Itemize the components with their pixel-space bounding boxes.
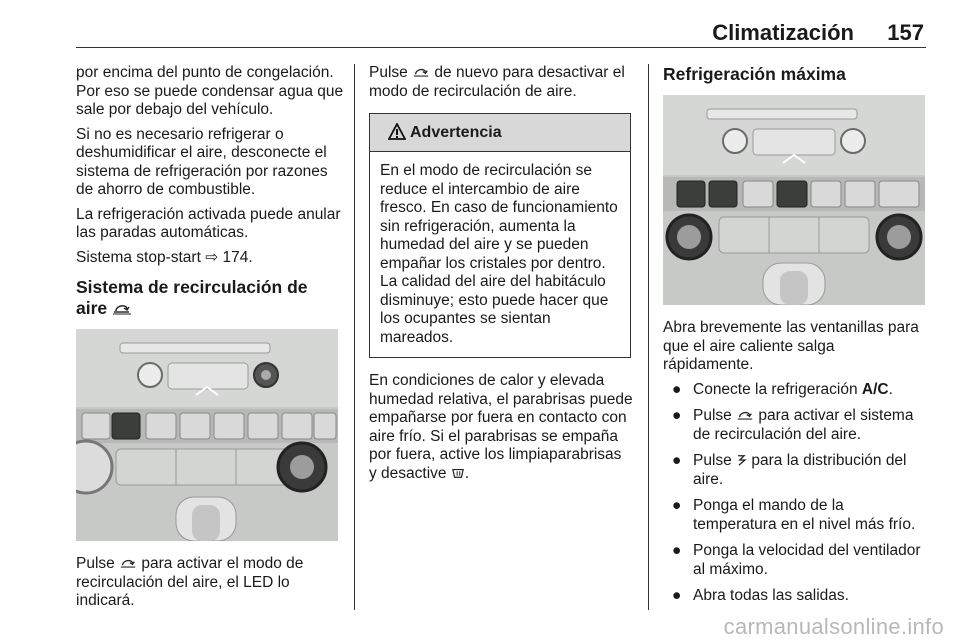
paragraph: por encima del punto de congelación. Por eso se puede condensar agua que sale por debajo del vehículo. [76, 64, 344, 118]
bullet-icon: ● [672, 542, 682, 559]
column-divider [354, 64, 355, 610]
watermark: carmanualsonline.info [723, 614, 944, 639]
recirculation-icon [412, 66, 430, 78]
paragraph: Abra brevemente las ventanillas para que el aire caliente salga rápidamente. [663, 319, 919, 373]
column-1 [76, 64, 346, 617]
reference-page-link[interactable]: 174. [222, 248, 253, 266]
page-header [76, 18, 926, 48]
bullet-icon: ● [672, 452, 682, 469]
section-heading: Sistema de recirculación de aire [76, 277, 308, 318]
warning-box [369, 113, 631, 358]
reference-arrow-icon: ⇨ [205, 248, 219, 266]
chapter-title: Climatización [712, 20, 854, 45]
climate-panel-illustration [76, 329, 338, 541]
list-item: ● Conecte la refrigeración A/C. [672, 380, 893, 398]
recirculation-icon [119, 557, 137, 569]
climate-panel-drawing [663, 95, 925, 305]
warning-body: En el modo de recirculación se reduce el intercambio de aire fresco. En caso de funcionamiento sin refrigeración, aumenta la humedad del aire y se pueden empañar los cristales por dentro. La calidad del aire del habitáculo disminuye; esto puede hacer que los ocupantes se sientan mareados. [380, 162, 618, 346]
column-3 [663, 64, 928, 614]
list-item: ● Abra todas las salidas. [672, 587, 849, 604]
paragraph: Si no es necesario refrigerar o deshumidificar el aire, desconecte el sistema de refrigeración por razones de ahorro de combustible. [76, 125, 328, 198]
bullet-icon: ● [672, 587, 682, 604]
paragraph [76, 249, 346, 268]
bullet-icon: ● [672, 407, 682, 424]
bullet-icon: ● [672, 380, 682, 398]
climate-panel-drawing [76, 329, 338, 541]
paragraph: Pulse de nuevo para desactivar el modo de recirculación de aire. [369, 64, 625, 100]
column-divider [648, 64, 649, 610]
column-2 [369, 64, 633, 489]
list-item: ● Pulse para la distribución del aire. [672, 452, 907, 488]
list-item: ● Pulse para activar el sistema de recirculación del aire. [672, 407, 914, 443]
climate-panel-illustration [663, 95, 925, 305]
bullet-icon: ● [672, 497, 682, 514]
warning-triangle-icon [388, 123, 406, 140]
recirculation-icon [112, 302, 132, 315]
section-heading: Refrigeración máxima [663, 64, 846, 84]
air-distribution-icon [736, 454, 747, 466]
recirculation-icon [736, 409, 754, 421]
bullet-list [663, 381, 928, 606]
list-item: ● Ponga la velocidad del ventilador al máximo. [672, 542, 921, 578]
paragraph: La refrigeración activada puede anular las paradas automáticas. [76, 205, 341, 241]
windscreen-defrost-icon [451, 467, 465, 479]
page-number: 157 [887, 20, 924, 45]
list-item: ● Ponga el mando de la temperatura en el nivel más frío. [672, 497, 916, 533]
figure-caption: Pulse para activar el modo de recirculación del aire, el LED lo indicará. [76, 555, 304, 609]
warning-title: Advertencia [370, 114, 630, 152]
reference-text: Sistema stop-start [76, 248, 201, 266]
paragraph: En condiciones de calor y elevada humedad relativa, el parabrisas puede empañarse por fuera en contacto con aire frío. Si el parabrisas se empaña por fuera, active los limpiaparabrisas y desactive . [369, 372, 633, 482]
